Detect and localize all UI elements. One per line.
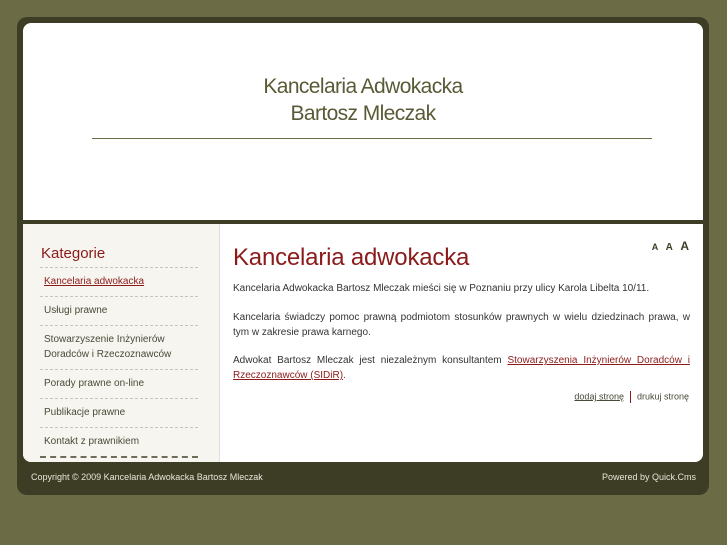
sidebar-item-label: Stowarzyszenie Inżynierów Doradców i Rzeczoznawców	[44, 334, 172, 360]
paragraph-text: .	[343, 370, 346, 381]
print-page-link[interactable]: drukuj stronę	[636, 391, 689, 402]
site-title-line1: Kancelaria Adwokacka	[263, 75, 463, 98]
sidebar-item-kancelaria-adwokacka[interactable]	[40, 268, 198, 297]
page-frame	[17, 17, 709, 495]
sidebar-title: Kategorie	[41, 245, 106, 262]
content-paragraph: Kancelaria świadczy pomoc prawną podmiotom stosunków prawnych w wielu dziedzinach prawa, w tym w zakresie prawa karnego.	[233, 312, 690, 338]
footer-copyright: Copyright © 2009 Kancelaria Adwokacka Bartosz Mleczak	[31, 472, 263, 482]
sidir-link[interactable]: Stowarzyszenia Inżynierów Doradców i Rzeczoznawców (SIDiR)	[233, 355, 690, 381]
font-size-small-button[interactable]: A	[651, 242, 659, 252]
action-separator	[630, 391, 631, 403]
sidebar-menu	[40, 267, 198, 458]
site-title[interactable]	[23, 73, 703, 127]
content-paragraph	[233, 353, 690, 383]
paragraph-text: Adwokat Bartosz Mleczak jest niezależnym konsultantem	[233, 355, 508, 366]
sidebar-item-kontakt[interactable]	[40, 428, 198, 456]
main-content	[220, 224, 703, 462]
sidebar-item-porady-prawne[interactable]	[40, 370, 198, 399]
site-header	[23, 23, 703, 220]
font-size-large-button[interactable]: A	[680, 239, 689, 253]
add-page-link[interactable]: dodaj stronę	[574, 391, 624, 402]
page-actions	[574, 391, 689, 403]
sidebar-item-label: Kontakt z prawnikiem	[44, 436, 140, 447]
page-title: Kancelaria adwokacka	[233, 244, 470, 271]
sidebar	[23, 224, 220, 462]
sidebar-item-label: Kancelaria adwokacka	[44, 276, 145, 287]
sidebar-item-stowarzyszenie[interactable]	[40, 326, 198, 370]
footer-powered-by-link[interactable]: Powered by Quick.Cms	[601, 472, 696, 482]
content-paragraph: Kancelaria Adwokacka Bartosz Mleczak mieści się w Poznaniu przy ulicy Karola Libelta 10/11.	[233, 283, 650, 294]
sidebar-item-label: Porady prawne on-line	[44, 378, 145, 389]
sidebar-item-label: Publikacje prawne	[44, 407, 126, 418]
sidebar-item-uslugi-prawne[interactable]	[40, 297, 198, 326]
site-title-line2: Bartosz Mleczak	[290, 102, 436, 125]
font-size-medium-button[interactable]: A	[665, 242, 673, 253]
content-area	[23, 224, 703, 462]
sidebar-item-label: Usługi prawne	[44, 305, 108, 316]
sidebar-item-publikacje-prawne[interactable]	[40, 399, 198, 428]
header-divider	[92, 138, 652, 139]
font-size-controls	[649, 237, 689, 255]
